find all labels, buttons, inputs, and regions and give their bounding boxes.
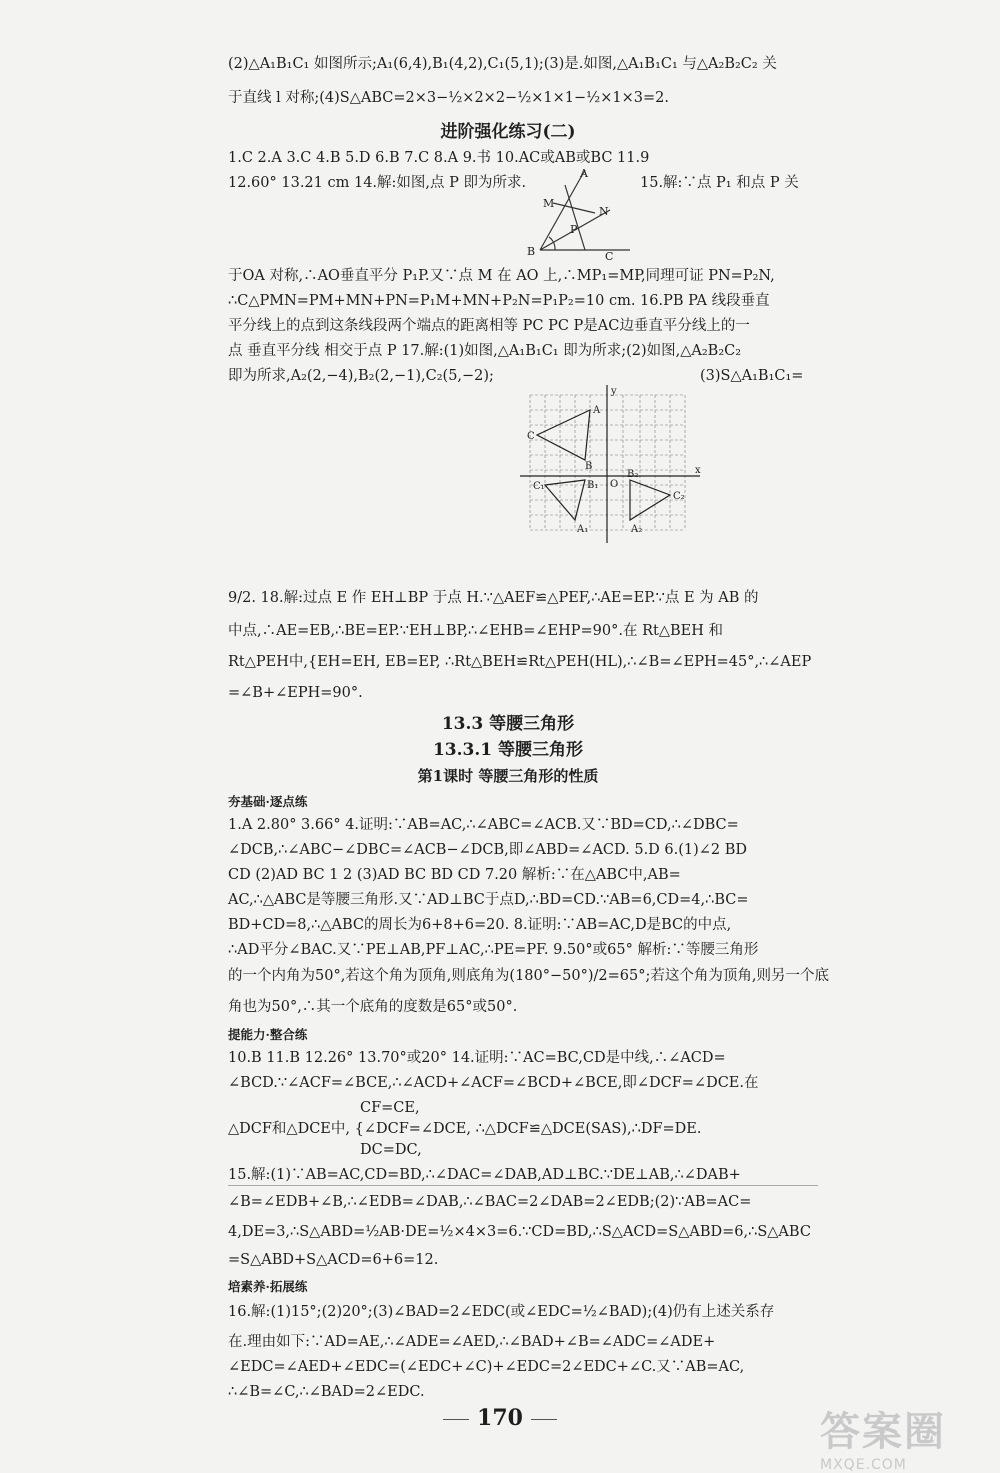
- basic-section-label: 夯基础·逐点练: [228, 794, 308, 809]
- figure-label: A₂: [631, 524, 643, 535]
- text-line: ∴∠B=∠C,∴∠BAD=2∠EDC.: [228, 1384, 425, 1400]
- text-line: Rt△PEH中,{EH=EH, EB=EP, ∴Rt△BEH≌Rt△PEH(HL),∴∠B=∠EPH=45°,∴∠AEP: [228, 654, 812, 670]
- lesson-heading: 第1课时 等腰三角形的性质: [417, 767, 599, 785]
- angle-figure: [525, 165, 635, 260]
- figure-label: P: [570, 223, 578, 236]
- literacy-section-label: 培素养·拓展练: [228, 1279, 308, 1294]
- text-line: 9/2. 18.解:过点 E 作 EH⊥BP 于点 H.∵△AEF≌△PEF,∴AE=EP.∵点 E 为 AB 的: [228, 590, 759, 606]
- text-line: 15.解:(1)∵AB=AC,CD=BD,∴∠DAC=∠DAB,AD⊥BC.∵DE⊥AB,∴∠DAB+: [228, 1167, 741, 1183]
- divider: [228, 1185, 818, 1186]
- text-line: 点 垂直平分线 相交于点 P 17.解:(1)如图,△A₁B₁C₁ 即为所求;(2)如图,△A₂B₂C₂: [228, 343, 742, 359]
- subsection-heading: 13.3.1 等腰三角形: [432, 740, 584, 760]
- figure-label: C: [527, 431, 535, 442]
- text-line: 中点,∴AE=EB,∴BE=EP.∵EH⊥BP,∴∠EHB=∠EHP=90°.在 Rt△BEH 和: [228, 623, 723, 639]
- text-line: △DCF和△DCE中, {∠DCF=∠DCE, ∴△DCF≌△DCE(SAS),∴DF=DE.: [228, 1121, 702, 1137]
- text-line: 于OA 对称,∴AO垂直平分 P₁P.又∵点 M 在 AO 上,∴MP₁=MP,同理可证 PN=P₂N,: [228, 268, 775, 284]
- text-line: 10.B 11.B 12.26° 13.70°或20° 14.证明:∵AC=BC,CD是中线,∴∠ACD=: [228, 1050, 726, 1066]
- text-line: 1.A 2.80° 3.66° 4.证明:∵AB=AC,∴∠ABC=∠ACB.又∵BD=CD,∴∠DBC=: [228, 817, 739, 833]
- figure-label: M: [543, 197, 555, 210]
- figure-label: A: [580, 167, 588, 180]
- watermark-url: MXQE.COM: [820, 1457, 907, 1473]
- text-line: 12.60° 13.21 cm 14.解:如图,点 P 即为所求.: [228, 175, 527, 191]
- figure-label: N: [599, 205, 609, 218]
- text-line: 在.理由如下:∵AD=AE,∴∠ADE=∠AED,∴∠BAD+∠B=∠ADC=∠ADE+: [228, 1334, 716, 1350]
- text-line: CF=CE,: [360, 1100, 420, 1116]
- text-line: BD+CD=8,∴△ABC的周长为6+8+6=20. 8.证明:∵AB=AC,D是BC的中点,: [228, 917, 732, 933]
- figure-label: B₂: [627, 469, 639, 480]
- text-line: 平分线上的点到这条线段两个端点的距离相等 PC PC P是AC边垂直平分线上的一: [228, 318, 750, 334]
- figure-label: C₂: [673, 491, 685, 502]
- text-line: DC=DC,: [360, 1142, 422, 1158]
- text-line: (2)△A₁B₁C₁ 如图所示;A₁(6,4),B₁(4,2),C₁(5,1);(3)是.如图,△A₁B₁C₁ 与△A₂B₂C₂ 关: [228, 56, 777, 72]
- text-line: =∠B+∠EPH=90°.: [228, 685, 363, 701]
- text-line: ∠EDC=∠AED+∠EDC=(∠EDC+∠C)+∠EDC=2∠EDC+∠C.又∵AB=AC,: [228, 1359, 745, 1375]
- figure-label: A: [593, 405, 601, 416]
- text-line: (3)S△A₁B₁C₁=: [700, 368, 804, 384]
- watermark-logo: [820, 1400, 990, 1473]
- text-line: 15.解:∵点 P₁ 和点 P 关: [640, 175, 799, 191]
- practice-heading: 进阶强化练习(二): [440, 122, 576, 142]
- text-line: 角也为50°,∴其一个底角的度数是65°或50°.: [228, 999, 518, 1015]
- text-line: ∴AD平分∠BAC.又∵PE⊥AB,PF⊥AC,∴PE=PF. 9.50°或65° 解析:∵等腰三角形: [228, 942, 759, 958]
- text-line: 16.解:(1)15°;(2)20°;(3)∠BAD=2∠EDC(或∠EDC=½∠BAD);(4)仍有上述关系存: [228, 1304, 775, 1320]
- text-line: ∴C△PMN=PM+MN+PN=P₁M+MN+P₂N=P₁P₂=10 cm. 16.PB PA 线段垂直: [228, 293, 770, 309]
- text-line: ∠B=∠EDB+∠B,∴∠EDB=∠DAB,∴∠BAC=2∠DAB=2∠EDB;(2)∵AB=AC=: [228, 1194, 752, 1210]
- text-line: CD (2)AD BC 1 2 (3)AD BC BD CD 7.20 解析:∵在△ABC中,AB=: [228, 867, 681, 883]
- figure-label: x: [695, 465, 701, 476]
- text-line: ∠BCD.∵∠ACF=∠BCE,∴∠ACD+∠ACF=∠BCD+∠BCE,即∠DCF=∠DCE.在: [228, 1075, 759, 1091]
- figure-label: O: [610, 479, 619, 490]
- figure-label: C₁: [533, 481, 545, 492]
- figure-label: B₁: [587, 480, 599, 491]
- text-line: AC,∴△ABC是等腰三角形.又∵AD⊥BC于点D,∴BD=CD.∵AB=6,CD=4,∴BC=: [228, 892, 749, 908]
- page-number: 170: [430, 1405, 570, 1431]
- watermark-text: 答案圈: [820, 1409, 946, 1455]
- text-line: 即为所求,A₂(2,−4),B₂(2,−1),C₂(5,−2);: [228, 368, 494, 384]
- section-heading: 13.3 等腰三角形: [441, 714, 575, 734]
- coordinate-grid-figure: [515, 385, 710, 545]
- figure-label: B: [527, 245, 536, 258]
- figure-label: C: [605, 250, 614, 260]
- text-line: 4,DE=3,∴S△ABD=½AB·DE=½×4×3=6.∵CD=BD,∴S△ACD=S△ABD=6,∴S△ABC: [228, 1224, 811, 1240]
- text-line: ∠DCB,∴∠ABC−∠DBC=∠ACB−∠DCB,即∠ABD=∠ACD. 5.D 6.(1)∠2 BD: [228, 842, 748, 858]
- figure-label: B: [585, 461, 593, 472]
- text-line: 于直线 l 对称;(4)S△ABC=2×3−½×2×2−½×1×1−½×1×3=2.: [228, 90, 669, 106]
- text-line: 1.C 2.A 3.C 4.B 5.D 6.B 7.C 8.A 9.书 10.AC或AB或BC 11.9: [228, 150, 650, 166]
- text-line: =S△ABD+S△ACD=6+6=12.: [228, 1252, 439, 1268]
- figure-label: A₁: [577, 524, 589, 535]
- ability-section-label: 提能力·整合练: [228, 1027, 308, 1042]
- text-line: 的一个内角为50°,若这个角为顶角,则底角为(180°−50°)/2=65°;若这个角为顶角,则另一个底: [228, 968, 829, 984]
- figure-label: y: [611, 386, 617, 397]
